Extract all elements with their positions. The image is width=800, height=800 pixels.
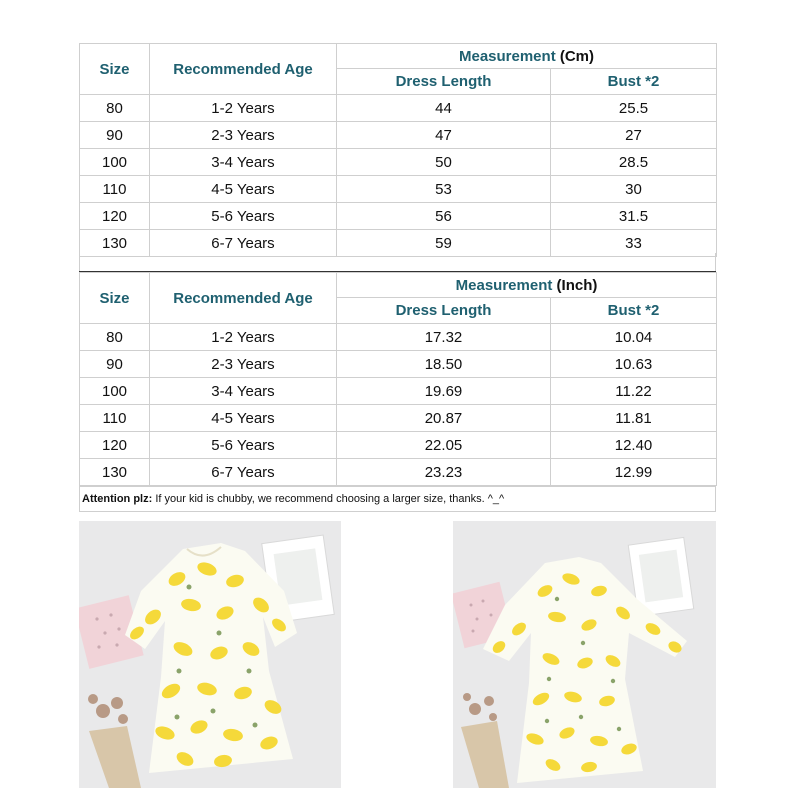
cell-length: 18.50 xyxy=(337,351,551,378)
measurement-unit: (Cm) xyxy=(559,47,595,65)
cell-age: 1-2 Years xyxy=(150,95,337,122)
table-row xyxy=(80,95,717,122)
dress-illustration xyxy=(453,521,716,788)
cell-size: 120 xyxy=(80,203,150,230)
measurement-label: Measurement xyxy=(458,47,556,65)
cell-size: 90 xyxy=(80,122,150,149)
cell-size: 110 xyxy=(80,176,150,203)
cell-bust: 11.81 xyxy=(551,405,717,432)
cell-bust: 12.99 xyxy=(551,459,717,486)
cell-size: 90 xyxy=(80,351,150,378)
cell-length: 44 xyxy=(337,95,551,122)
cell-length: 19.69 xyxy=(337,378,551,405)
cell-length: 56 xyxy=(337,203,551,230)
table-row xyxy=(80,351,717,378)
table-row xyxy=(80,405,717,432)
table-row xyxy=(80,459,717,486)
cell-age: 6-7 Years xyxy=(150,459,337,486)
cell-size: 100 xyxy=(80,149,150,176)
attention-text: If your kid is chubby, we recommend choosing a larger size, thanks. ^_^ xyxy=(152,493,505,505)
cell-length: 47 xyxy=(337,122,551,149)
cell-length: 59 xyxy=(337,230,551,257)
cell-size: 80 xyxy=(80,95,150,122)
cell-age: 3-4 Years xyxy=(150,149,337,176)
cell-length: 50 xyxy=(337,149,551,176)
measurement-label: Measurement xyxy=(455,276,553,294)
table-row xyxy=(80,149,717,176)
cell-size: 110 xyxy=(80,405,150,432)
cell-size: 120 xyxy=(80,432,150,459)
cell-age: 2-3 Years xyxy=(150,122,337,149)
cell-age: 4-5 Years xyxy=(150,176,337,203)
header-recommended-age: Recommended Age xyxy=(150,44,337,95)
cell-bust: 33 xyxy=(551,230,717,257)
cell-length: 20.87 xyxy=(337,405,551,432)
cell-bust: 30 xyxy=(551,176,717,203)
size-table-inch xyxy=(79,272,717,486)
attention-label: Attention plz: xyxy=(82,493,153,505)
table-row xyxy=(80,122,717,149)
cell-age: 6-7 Years xyxy=(150,230,337,257)
cell-bust: 28.5 xyxy=(551,149,717,176)
cell-age: 4-5 Years xyxy=(150,405,337,432)
measurement-unit: (Inch) xyxy=(556,276,598,294)
header-size: Size xyxy=(80,273,150,324)
cell-age: 3-4 Years xyxy=(150,378,337,405)
cell-bust: 27 xyxy=(551,122,717,149)
product-photo-left xyxy=(79,521,341,788)
cell-age: 5-6 Years xyxy=(150,432,337,459)
cell-size: 130 xyxy=(80,459,150,486)
header-bust: Bust *2 xyxy=(551,69,717,95)
size-table-cm xyxy=(79,43,717,257)
table-row xyxy=(80,378,717,405)
dress-illustration xyxy=(79,521,341,788)
cell-age: 1-2 Years xyxy=(150,324,337,351)
cell-bust: 12.40 xyxy=(551,432,717,459)
header-dress-length: Dress Length xyxy=(337,298,551,324)
cell-bust: 10.63 xyxy=(551,351,717,378)
cell-size: 100 xyxy=(80,378,150,405)
cell-bust: 10.04 xyxy=(551,324,717,351)
header-measurement xyxy=(337,273,717,298)
header-bust: Bust *2 xyxy=(551,298,717,324)
header-recommended-age: Recommended Age xyxy=(150,273,337,324)
cell-length: 23.23 xyxy=(337,459,551,486)
cell-length: 22.05 xyxy=(337,432,551,459)
product-photo-right xyxy=(453,521,716,788)
cell-age: 2-3 Years xyxy=(150,351,337,378)
header-size: Size xyxy=(80,44,150,95)
table-row xyxy=(80,324,717,351)
cell-bust: 31.5 xyxy=(551,203,717,230)
cell-age: 5-6 Years xyxy=(150,203,337,230)
header-dress-length: Dress Length xyxy=(337,69,551,95)
table-divider xyxy=(79,253,716,271)
header-measurement xyxy=(337,44,717,69)
cell-bust: 25.5 xyxy=(551,95,717,122)
cell-size: 130 xyxy=(80,230,150,257)
cell-size: 80 xyxy=(80,324,150,351)
table-row xyxy=(80,176,717,203)
cell-length: 17.32 xyxy=(337,324,551,351)
table-row xyxy=(80,203,717,230)
table-row xyxy=(80,432,717,459)
cell-bust: 11.22 xyxy=(551,378,717,405)
cell-length: 53 xyxy=(337,176,551,203)
attention-note xyxy=(79,486,716,512)
